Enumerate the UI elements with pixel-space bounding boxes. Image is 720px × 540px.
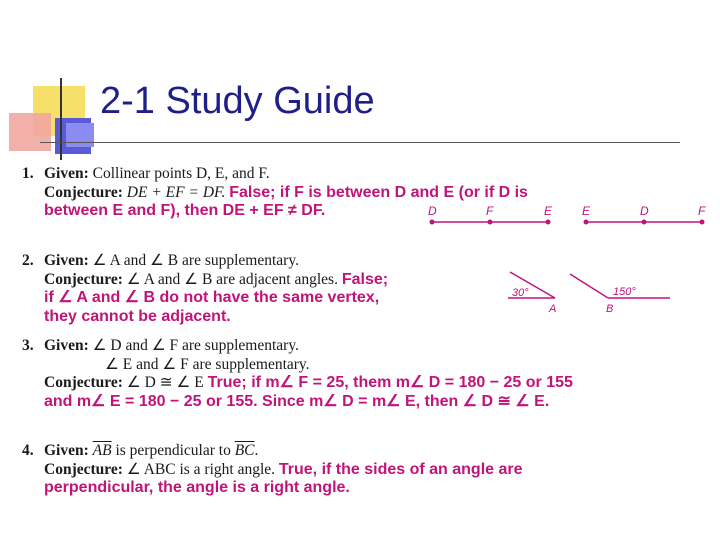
answer-text: True; if m∠ F = 25, them m∠ D = 180 − 25 or 155 xyxy=(207,374,573,391)
point-d2 xyxy=(642,220,647,225)
given-label: Given: xyxy=(44,442,89,459)
item-number: 2. xyxy=(22,252,34,269)
point-f2 xyxy=(700,220,705,225)
label-d2: D xyxy=(640,204,649,218)
item-body xyxy=(44,252,388,326)
angle-b-measure: 150° xyxy=(613,286,636,298)
given-line xyxy=(44,165,528,184)
point-e xyxy=(546,220,551,225)
decor-light-blue-square xyxy=(66,123,94,147)
label-e: E xyxy=(544,204,553,218)
angle-a-label: A xyxy=(549,303,557,315)
label-d: D xyxy=(428,204,437,218)
given-period: . xyxy=(254,442,259,459)
given-text: ∠ D and ∠ F are supplementary. xyxy=(92,337,299,354)
answer-text: False; xyxy=(341,270,389,288)
answer-text-cont2: they cannot be adjacent. xyxy=(44,307,231,325)
answer-text: True, if the sides of an angle are xyxy=(278,460,523,478)
label-f2: F xyxy=(698,204,706,218)
point-f xyxy=(488,220,493,225)
conjecture-label: Conjecture: xyxy=(44,374,123,391)
conjecture-label: Conjecture: xyxy=(44,460,123,478)
conjecture-text: DE + EF = DF. xyxy=(126,183,226,201)
label-e2: E xyxy=(582,204,591,218)
decor-horizontal-rule xyxy=(40,142,680,143)
conjecture-label: Conjecture: xyxy=(44,183,123,201)
point-e2 xyxy=(584,220,589,225)
given-text: is perpendicular to xyxy=(115,442,231,459)
angle-b-ray-2 xyxy=(570,274,608,298)
angle-b-label: B xyxy=(606,303,614,315)
given-text: Collinear points D, E, and F. xyxy=(92,165,270,182)
item-number: 1. xyxy=(22,165,34,182)
conjecture-line xyxy=(44,184,528,203)
answer-text-cont: and m∠ E = 180 − 25 or 155. Since m∠ D = m∠ E, then ∠ D ≅ ∠ E. xyxy=(44,392,550,410)
angles-figure xyxy=(500,268,690,318)
given-label: Given: xyxy=(44,165,89,182)
segment-bc: $\overline{BC}$ xyxy=(234,442,255,459)
item-body xyxy=(44,442,523,498)
item-number: 4. xyxy=(22,442,34,459)
given-label: Given: xyxy=(44,337,89,354)
decor-pink-square xyxy=(9,113,51,151)
conjecture-text: ∠ ABC is a right angle. xyxy=(126,460,276,478)
label-f: F xyxy=(486,204,494,218)
answer-text: False; if F is between D and E (or if D is xyxy=(229,183,528,201)
given-text-2: ∠ E and ∠ F are supplementary. xyxy=(105,355,310,373)
item-number: 3. xyxy=(22,337,34,354)
answer-text-cont: if ∠ A and ∠ B do not have the same vertex, xyxy=(44,289,380,306)
given-text: ∠ A and ∠ B are supplementary. xyxy=(92,252,299,269)
decor-vertical-line xyxy=(60,78,62,160)
collinear-points-figure xyxy=(420,202,716,232)
conjecture-label: Conjecture: xyxy=(44,270,123,288)
segment-ab: $\overline{AB}$ xyxy=(92,442,112,459)
page-title: 2-1 Study Guide xyxy=(100,80,375,122)
point-d xyxy=(430,220,435,225)
given-label: Given: xyxy=(44,252,89,269)
answer-text-cont: perpendicular, the angle is a right angle. xyxy=(44,479,350,496)
conjecture-text: ∠ D ≅ ∠ E xyxy=(126,374,204,391)
item-body xyxy=(44,337,573,411)
conjecture-text: ∠ A and ∠ B are adjacent angles. xyxy=(126,270,338,288)
angle-a-measure: 30° xyxy=(512,287,529,299)
answer-text-cont: between E and F), then DE + EF ≠ DF. xyxy=(44,202,326,219)
